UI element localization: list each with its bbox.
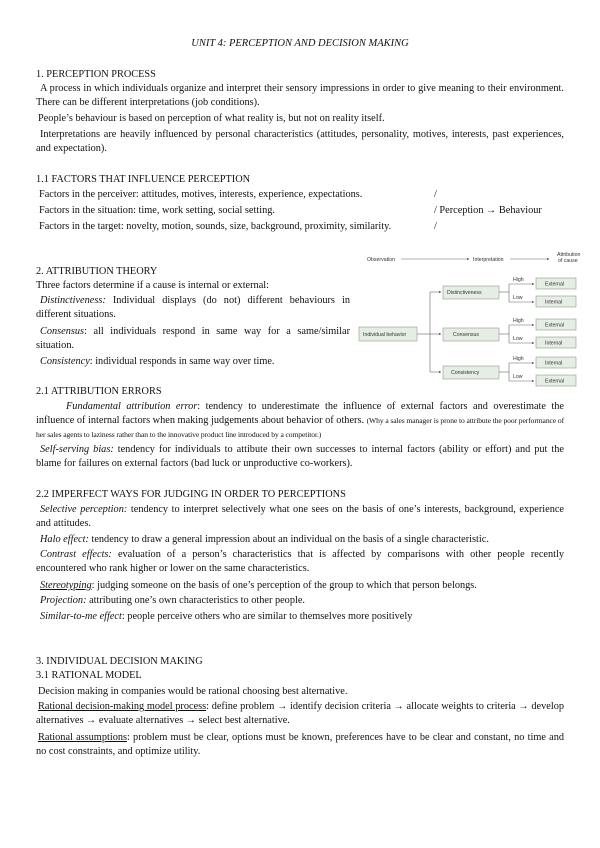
fundamental-error-item — [36, 400, 564, 443]
distinctiveness-item — [36, 294, 350, 322]
perception-definition: A process in which individuals organize and interpret their sensory impressions in order to give meaning to their environment. There can be different interpretations (job conditions). — [36, 83, 564, 109]
consistency-term: Consistency — [40, 356, 90, 367]
perception-process-heading: 1. PERCEPTION PROCESS — [36, 69, 156, 80]
split-2-low-label: Low — [513, 336, 523, 342]
individual-behavior-label: Individual behavior — [363, 332, 407, 338]
ce-text: evaluation of a person’s characteristics that is affected by comparisons with other people recently encountered who rank higher or lower on the same characteristics. — [36, 549, 564, 575]
interpretation-statement: Interpretations are heavily influenced by personal characteristics (attitudes, personality, motives, interests, past experiences, and expectation). — [36, 129, 564, 155]
diagram-consensus-label: Consensus — [453, 332, 479, 338]
ssb-term: Self-serving bias: — [40, 444, 114, 455]
perception-behaviour-arrow: / Perception → Behaviour — [434, 205, 542, 216]
page-title: UNIT 4: PERCEPTION AND DECISION MAKING — [191, 38, 409, 49]
sm-term: Similar-to-me effect — [40, 611, 122, 622]
consensus-item — [36, 325, 350, 353]
fae-example: (Why a sales manager is prone to attribute the poor performance of her sales agents to laziness rather than to the innovative product line introduced by a competitor.) — [36, 416, 564, 440]
factor-perceiver: Factors in the perceiver: attitudes, motives, interests, experience, expectations. — [39, 189, 363, 200]
factor-situation: Factors in the situation: time, work setting, social setting. — [39, 205, 275, 216]
contrast-effects-item — [36, 548, 564, 576]
factor-target: Factors in the target: novelty, motion, sounds, size, background, proximity, similarity. — [39, 221, 392, 232]
distinctiveness-text: Individual displays (do not) different behaviours in different situations. — [36, 295, 350, 321]
outcome-6-label: External — [545, 378, 565, 385]
imperfect-ways-heading: 2.2 IMPERFECT WAYS FOR JUDGING IN ORDER TO PERCEPTIONS — [36, 489, 346, 500]
distinctiveness-term: Distinctiveness: — [40, 295, 106, 306]
consistency-text: : individual responds in same way over time. — [89, 356, 275, 367]
proc-text: : define problem → identify decision criteria → allocate weights to criteria → develop alternatives → evaluate alternatives → select best alternative. — [36, 701, 564, 727]
selective-perception-item — [36, 503, 564, 531]
outcome-5-label: Internal — [545, 360, 563, 367]
behaviour-statement: People’s behaviour is based on perception of what reality is, but not on reality itself. — [38, 113, 385, 124]
diagram-interpretation-label: Interpretation — [473, 257, 504, 263]
rational-intro: Decision making in companies would be rational choosing best alternative. — [38, 686, 348, 697]
split-2-high-label: High — [513, 318, 524, 324]
ce-term: Contrast effects: — [40, 549, 112, 560]
st-text: : judging someone on the basis of one’s perception of the group to which that person belongs. — [91, 580, 477, 591]
self-serving-bias-item — [36, 443, 564, 471]
rational-model-heading: 3.1 RATIONAL MODEL — [36, 670, 142, 681]
outcome-1-label: External — [545, 281, 565, 288]
ssb-text: tendency for individuals to attibute their own successes to internal factors (ability or effort) and put the blame for failures on external factors (bad luck or unproductive co-workers). — [36, 444, 564, 470]
pr-term: Projection: — [40, 595, 87, 606]
attribution-diagram — [357, 250, 589, 388]
consistency-item — [40, 355, 275, 369]
factor-slash-1: / — [434, 189, 437, 200]
sm-text: : people perceive others who are similar to themselves more positively — [121, 611, 413, 622]
st-term: Stereotyping — [40, 580, 92, 591]
attribution-intro: Three factors determine if a cause is internal or external: — [36, 280, 269, 291]
consensus-text: : all individuals respond in same way for a same/similar situation. — [36, 326, 350, 352]
sp-term: Selective perception: — [40, 504, 128, 515]
split-3-high-label: High — [513, 356, 524, 362]
diagram-consistency-label: Consistency — [451, 370, 480, 376]
consensus-term: Consensus — [40, 326, 85, 337]
he-text: tendency to draw a general impression about an individual on the basis of a single characteristic. — [88, 534, 489, 545]
proc-term: Rational decision-making model process — [38, 701, 207, 712]
rational-assumptions-item — [36, 731, 564, 759]
attribution-errors-heading: 2.1 ATTRIBUTION ERRORS — [36, 386, 162, 397]
rational-process-item — [36, 700, 564, 728]
fae-term: Fundamental attribution error — [66, 401, 198, 412]
outcome-4-label: Internal — [545, 340, 563, 347]
attribution-theory-heading: 2. ATTRIBUTION THEORY — [36, 266, 158, 277]
similar-to-me-item — [40, 610, 412, 624]
factors-heading: 1.1 FACTORS THAT INFLUENCE PERCEPTION — [36, 174, 251, 185]
fae-text: : tendency to underestimate the influence of external factors and overestimate the influence of internal factors when making judgements about behavior of others. — [36, 401, 565, 427]
diagram-distinctiveness-label: Distinctiveness — [447, 290, 482, 296]
sp-text: tendency to interpret selectively what one sees on the basis of one’s interests, background, experience and attitudes. — [36, 504, 564, 530]
ass-term: Rational assumptions — [38, 732, 127, 743]
he-term: Halo effect: — [40, 534, 89, 545]
outcome-3-label: External — [545, 322, 565, 329]
diagram-attribution-label-2: of cause — [558, 258, 578, 264]
stereotyping-item — [40, 579, 477, 593]
halo-effect-item — [40, 533, 489, 547]
factor-slash-3: / — [434, 221, 437, 232]
projection-item — [40, 594, 305, 608]
decision-making-heading: 3. INDIVIDUAL DECISION MAKING — [36, 656, 203, 667]
ass-text: : problem must be clear, options must be known, preferences have to be clear and constant, no time and no cost constraints, and optimize utility. — [36, 732, 564, 758]
diagram-observation-label: Observation — [367, 257, 395, 263]
pr-text: attributing one’s own characteristics to other people. — [86, 595, 305, 606]
diagram-attribution-label-1: Attribution — [557, 252, 581, 258]
split-1-high-label: High — [513, 277, 524, 283]
split-3-low-label: Low — [513, 374, 523, 380]
split-1-low-label: Low — [513, 295, 523, 301]
outcome-2-label: Internal — [545, 299, 563, 306]
